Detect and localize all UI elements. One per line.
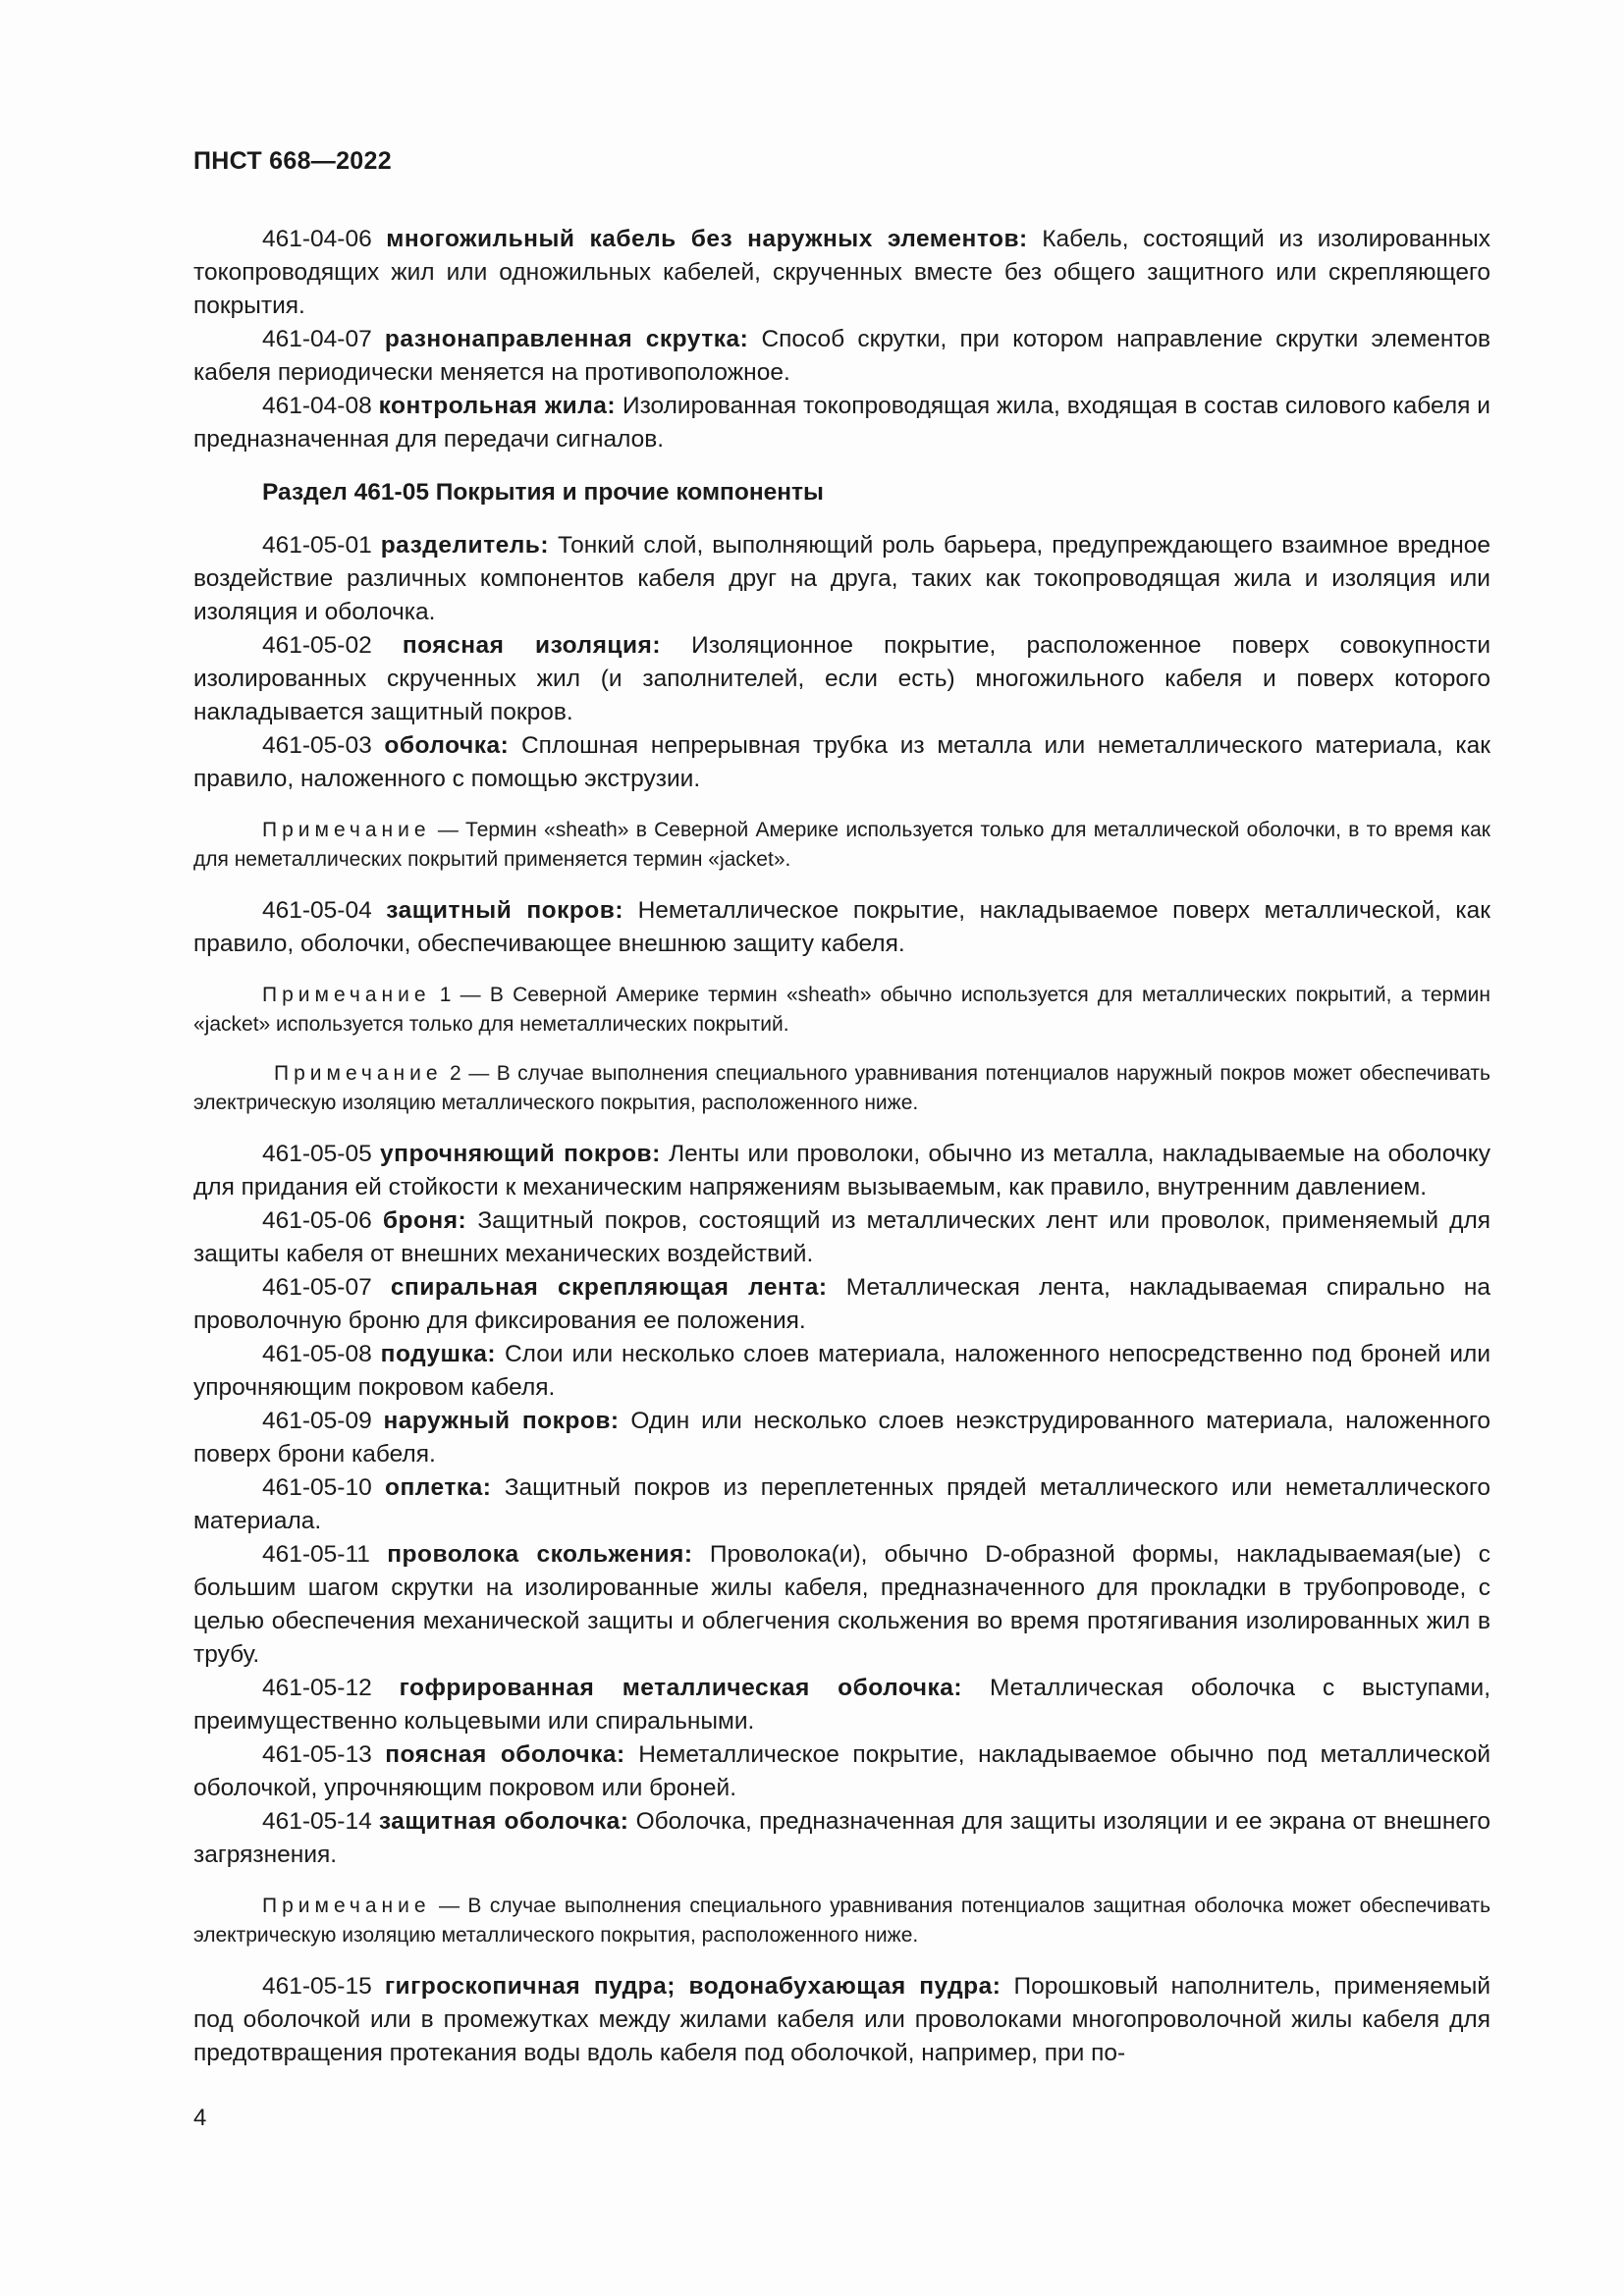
term-definition: Ленты или проволоки, обычно из металла, накладываемые на оболочку для придания ей стойкости к механическим напряжениям вызываемым, как правило, внутренним давлением. bbox=[193, 1141, 1490, 1201]
term-name: броня: bbox=[382, 1207, 467, 1234]
term-name: поясная оболочка: bbox=[385, 1741, 625, 1768]
term-definition: Один или несколько слоев неэкструдированного материала, наложенного поверх брони кабеля. bbox=[193, 1408, 1490, 1468]
term-name: поясная изоляция: bbox=[402, 632, 661, 659]
term-number: 461-05-14 bbox=[262, 1808, 372, 1835]
term-entry bbox=[193, 1138, 1490, 1204]
term-number: 461-05-02 bbox=[262, 632, 372, 659]
term-number: 461-04-08 bbox=[262, 393, 372, 419]
term-definition: Сплошная непрерывная трубка из металла или неметаллического материала, как правило, наложенного с помощью экструзии. bbox=[193, 732, 1490, 792]
note bbox=[193, 1059, 1490, 1118]
term-name: проволока скольжения: bbox=[387, 1541, 693, 1568]
term-definition: Порошковый наполнитель, применяемый под оболочкой или в промежутках между жилами кабеля или проволоками многопроволочной жилы кабеля для предотвращения протекания воды вдоль кабеля под оболочкой, например, при по- bbox=[193, 1973, 1491, 2066]
entries-group-c bbox=[193, 894, 1490, 961]
term-number: 461-05-10 bbox=[262, 1474, 372, 1501]
term-number: 461-05-13 bbox=[262, 1741, 372, 1768]
term-definition: Кабель, состоящий из изолированных токопроводящих жил или одножильных кабелей, скрученных вместе без общего защитного или скрепляющего покрытия. bbox=[193, 226, 1490, 319]
note-label: Примечание bbox=[274, 1062, 443, 1085]
note-text: — В случае выполнения специального уравнивания потенциалов защитная оболочка может обеспечивать электрическую изоляцию металлического покрытия, расположенного ниже. bbox=[193, 1895, 1491, 1947]
term-entry bbox=[193, 529, 1490, 629]
term-name: многожильный кабель без наружных элементов: bbox=[386, 226, 1028, 252]
term-definition: Металлическая лента, накладываемая спирально на проволочную броню для фиксирования ее положения. bbox=[193, 1274, 1490, 1334]
term-name: разнонаправленная скрутка: bbox=[384, 326, 749, 352]
term-name: контрольная жила: bbox=[378, 393, 617, 419]
term-name: оплетка: bbox=[385, 1474, 492, 1501]
term-name: разделитель: bbox=[380, 532, 549, 559]
term-definition: Металлическая оболочка с выступами, преимущественно кольцевыми или спиральными. bbox=[193, 1675, 1491, 1735]
note-text: 1 — В Северной Америке термин «sheath» обычно используется для металлических покрытий, а термин «jacket» используется только для неметаллических покрытий. bbox=[193, 984, 1490, 1036]
term-entry bbox=[193, 1271, 1490, 1338]
term-entry bbox=[193, 323, 1490, 390]
term-entry bbox=[193, 1405, 1490, 1471]
term-definition: Неметаллическое покрытие, накладываемое поверх металлической, как правило, оболочки, обеспечивающее внешнюю защиту кабеля. bbox=[193, 897, 1491, 957]
term-name: подушка: bbox=[380, 1341, 497, 1367]
term-definition: Защитный покров, состоящий из металлических лент или проволок, применяемый для защиты кабеля от внешних механических воздействий. bbox=[193, 1207, 1491, 1267]
term-number: 461-05-07 bbox=[262, 1274, 372, 1301]
term-entry bbox=[193, 1672, 1490, 1738]
document-body bbox=[193, 223, 1490, 2070]
term-name: гигроскопичная пудра; водонабухающая пудра: bbox=[384, 1973, 1001, 2000]
term-definition: Способ скрутки, при котором направление скрутки элементов кабеля периодически меняется на противоположное. bbox=[193, 326, 1490, 386]
term-definition: Неметаллическое покрытие, накладываемое обычно под металлической оболочкой, упрочняющим покровом или броней. bbox=[193, 1741, 1491, 1801]
term-name: защитная оболочка: bbox=[378, 1808, 629, 1835]
term-number: 461-05-08 bbox=[262, 1341, 372, 1367]
term-definition: Оболочка, предназначенная для защиты изоляции и ее экрана от внешнего загрязнения. bbox=[193, 1808, 1490, 1868]
term-entry bbox=[193, 1738, 1490, 1805]
term-definition: Изоляционное покрытие, расположенное поверх совокупности изолированных скрученных жил (и заполнителей, если есть) многожильного кабеля и поверх которого накладывается защитный покров. bbox=[193, 632, 1491, 725]
term-entry bbox=[193, 1338, 1490, 1405]
note bbox=[193, 816, 1490, 875]
term-name: спиральная скрепляющая лента: bbox=[390, 1274, 828, 1301]
note-text: 2 — В случае выполнения специального уравнивания потенциалов наружный покров может обеспечивать электрическую изоляцию металлического покрытия, расположенного ниже. bbox=[193, 1062, 1490, 1114]
term-entry bbox=[193, 1970, 1490, 2070]
term-entry bbox=[193, 629, 1490, 729]
note-label: Примечание bbox=[262, 984, 431, 1006]
term-entry bbox=[193, 390, 1490, 456]
note-label: Примечание bbox=[262, 819, 431, 841]
term-entry bbox=[193, 894, 1490, 961]
entries-group-e bbox=[193, 1970, 1490, 2070]
page-number: 4 bbox=[193, 2105, 207, 2131]
term-number: 461-05-11 bbox=[262, 1541, 370, 1568]
note bbox=[193, 1892, 1490, 1950]
term-name: защитный покров: bbox=[386, 897, 623, 924]
term-entry bbox=[193, 1538, 1490, 1672]
term-number: 461-04-06 bbox=[262, 226, 372, 252]
term-definition: Защитный покров из переплетенных прядей металлического или неметаллического материала. bbox=[193, 1474, 1490, 1534]
term-number: 461-05-06 bbox=[262, 1207, 372, 1234]
term-name: гофрированная металлическая оболочка: bbox=[399, 1675, 963, 1701]
term-definition: Проволока(и), обычно D-образной формы, накладываемая(ые) с большим шагом скрутки на изолированные жилы кабеля, предназначенного для прокладки в трубопроводе, с целью обеспечения механической защиты и облегчения скольжения во время протягивания изолированных жил в трубу. bbox=[193, 1541, 1491, 1668]
term-number: 461-04-07 bbox=[262, 326, 372, 352]
term-number: 461-05-04 bbox=[262, 897, 372, 924]
term-definition: Тонкий слой, выполняющий роль барьера, предупреждающего взаимное вредное воздействие различных компонентов кабеля друг на друга, таких как токопроводящая жила и изоляция или изоляция и оболочка. bbox=[193, 532, 1490, 625]
section-title: Раздел 461-05 Покрытия и прочие компоненты bbox=[262, 479, 824, 506]
term-definition: Слои или несколько слоев материала, наложенного непосредственно под броней или упрочняющим покровом кабеля. bbox=[193, 1341, 1491, 1401]
term-name: оболочка: bbox=[384, 732, 510, 759]
term-number: 461-05-15 bbox=[262, 1973, 372, 2000]
note bbox=[193, 981, 1490, 1040]
term-entry bbox=[193, 1805, 1490, 1872]
entries-group-d bbox=[193, 1138, 1490, 1872]
term-name: упрочняющий покров: bbox=[380, 1141, 661, 1167]
term-entry bbox=[193, 1471, 1490, 1538]
standard-code-header: ПНСТ 668—2022 bbox=[193, 147, 392, 175]
entries-group-a bbox=[193, 223, 1490, 456]
term-definition: Изолированная токопроводящая жила, входящая в состав силового кабеля и предназначенная для передачи сигналов. bbox=[193, 393, 1490, 453]
entries-group-b bbox=[193, 529, 1490, 796]
term-number: 461-05-01 bbox=[262, 532, 372, 559]
term-number: 461-05-03 bbox=[262, 732, 372, 759]
note-text: — Термин «sheath» в Северной Америке используется только для металлической оболочки, в то время как для неметаллических покрытий применяется термин «jacket». bbox=[193, 819, 1490, 871]
note-label: Примечание bbox=[262, 1895, 431, 1917]
term-name: наружный покров: bbox=[383, 1408, 620, 1434]
term-entry bbox=[193, 1204, 1490, 1271]
term-entry bbox=[193, 729, 1490, 796]
term-number: 461-05-09 bbox=[262, 1408, 372, 1434]
term-number: 461-05-05 bbox=[262, 1141, 372, 1167]
term-number: 461-05-12 bbox=[262, 1675, 372, 1701]
term-entry bbox=[193, 223, 1490, 323]
